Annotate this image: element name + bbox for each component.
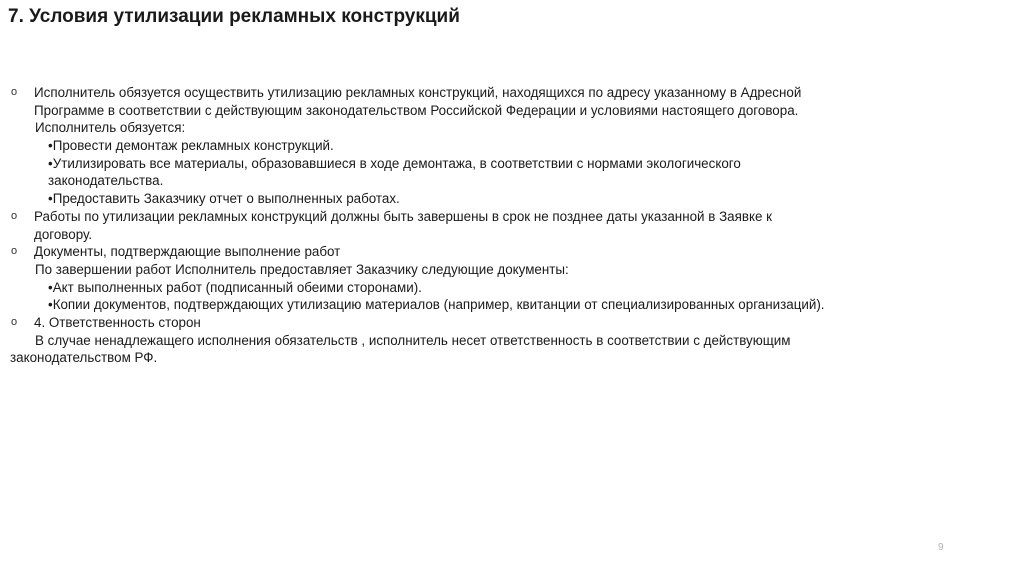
sub-bullet-text: •Предоставить Заказчику отчет о выполненных работах.	[48, 191, 400, 207]
sub-bullet-text: •Утилизировать все материалы, образовавшиеся в ходе демонтажа, в соответствии с нормами экологического	[48, 155, 741, 171]
list-item	[0, 208, 1000, 226]
sub-bullet	[0, 137, 1000, 155]
slide-title: 7. Условия утилизации рекламных конструкций	[8, 6, 460, 27]
paragraph-line: Исполнитель обязуется осуществить утилизацию рекламных конструкций, находящихся по адресу указанному в Адресной	[34, 85, 802, 100]
paragraph-line: Работы по утилизации рекламных конструкций должны быть завершены в срок не позднее даты указанной в Заявке к	[34, 208, 773, 224]
sub-bullet	[0, 155, 1000, 173]
paragraph-line: 4. Ответственность сторон	[34, 314, 201, 330]
list-item	[0, 84, 1000, 102]
list-item-continuation	[0, 261, 1000, 279]
paragraph-line: Документы, подтверждающие выполнение работ	[34, 244, 341, 260]
bullet-circle-icon: o	[11, 86, 18, 98]
list-item-continuation	[0, 119, 1000, 137]
paragraph-line: Программе в соответствии с действующим законодательством Российской Федерации и условиями настоящего договора.	[34, 102, 799, 118]
sub-bullet-text: законодательства.	[48, 173, 164, 189]
list-item	[0, 314, 1000, 332]
bullet-circle-icon: o	[11, 245, 18, 258]
paragraph-line: По завершении работ Исполнитель предоставляет Заказчику следующие документы:	[35, 261, 569, 277]
bullet-circle-icon: o	[11, 209, 18, 222]
list-item-continuation	[0, 332, 1000, 350]
sub-bullet-text: •Провести демонтаж рекламных конструкций.	[48, 138, 334, 154]
sub-bullet	[0, 279, 1000, 297]
paragraph-line: договору.	[34, 226, 93, 242]
sub-bullet-continuation	[0, 172, 1000, 190]
list-item-continuation	[0, 226, 1000, 244]
bullet-circle-icon: o	[11, 315, 18, 328]
sub-bullet-text: •Акт выполненных работ (подписанный обеими сторонами).	[48, 279, 422, 295]
list-item-continuation	[0, 349, 1000, 367]
page-number: 9	[938, 542, 944, 553]
sub-bullet-text: •Копии документов, подтверждающих утилизацию материалов (например, квитанции от специализированных организаций).	[48, 297, 825, 313]
sub-bullet	[0, 296, 1000, 314]
paragraph-line: законодательством РФ.	[10, 350, 158, 366]
paragraph-line: Исполнитель обязуется:	[35, 120, 186, 136]
paragraph-line: В случае ненадлежащего исполнения обязательств , исполнитель несет ответственность в соответствии с действующим	[35, 332, 791, 348]
sub-bullet	[0, 190, 1000, 208]
list-item	[0, 243, 1000, 261]
list-item-continuation	[0, 102, 1000, 120]
slide-body	[0, 84, 1000, 367]
